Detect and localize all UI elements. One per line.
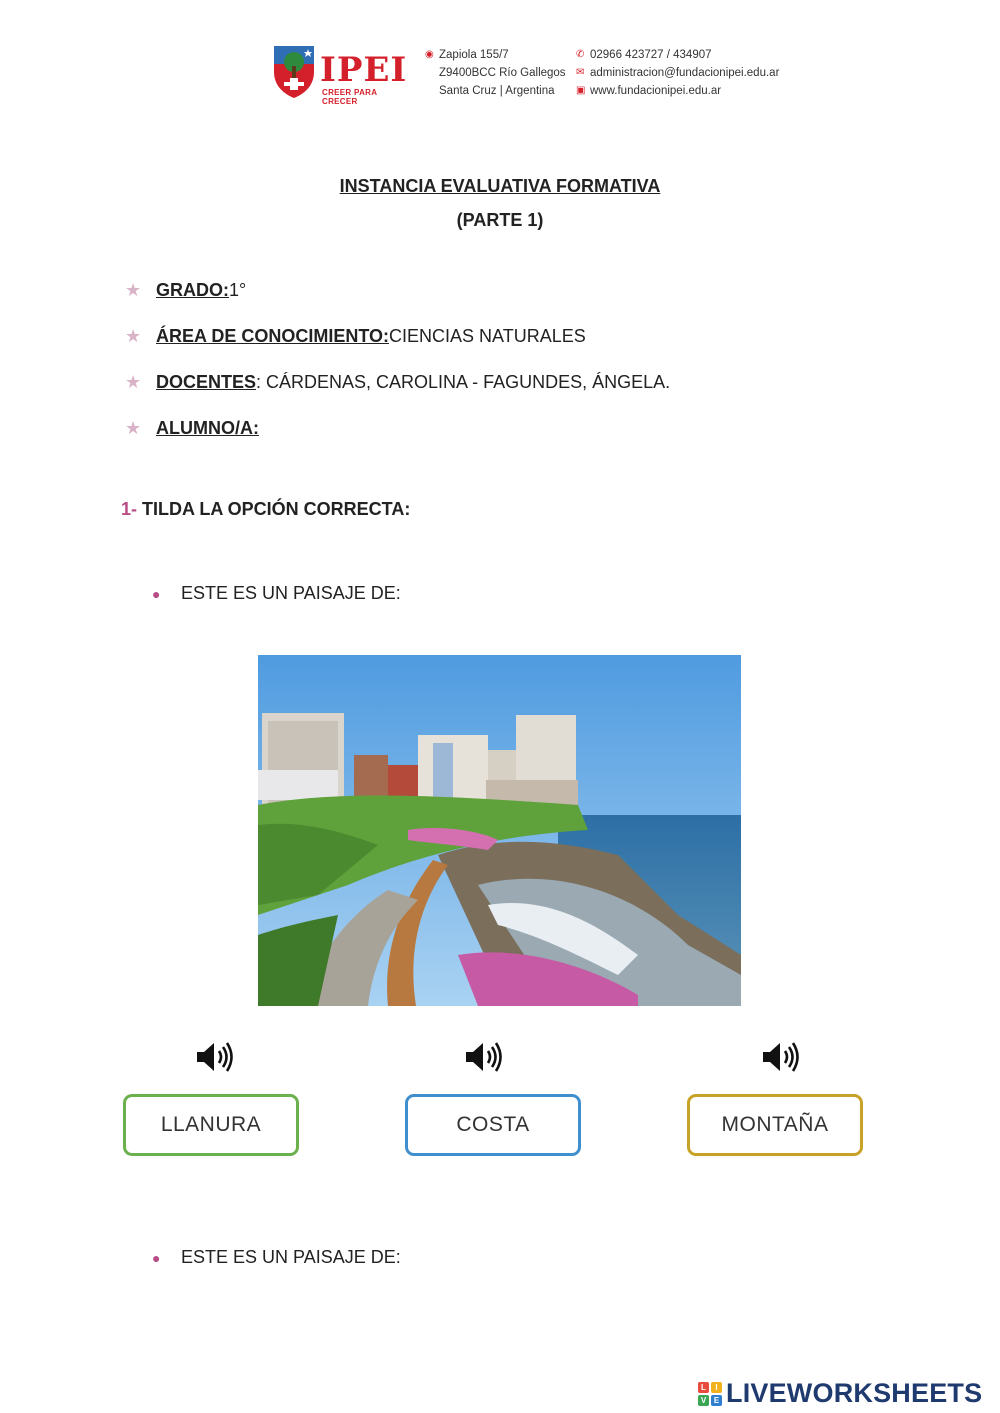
info-value: 1° <box>229 280 247 300</box>
email-address: administracion@fundacionipei.edu.ar <box>590 67 780 79</box>
star-icon: ★ <box>125 326 142 346</box>
page-subtitle: (PARTE 1) <box>456 210 544 230</box>
question-number: 1- <box>121 499 138 519</box>
option-llanura-button[interactable]: LLANURA <box>123 1094 299 1156</box>
info-label: ÁREA DE CONOCIMIENTO: <box>156 326 390 346</box>
bullet-text: ESTE ES UN PAISAJE DE: <box>181 583 401 603</box>
speaker-icon[interactable] <box>464 1040 504 1074</box>
info-value: CIENCIAS NATURALES <box>389 326 586 346</box>
bullet-item <box>152 1247 401 1268</box>
info-value: : CÁRDENAS, CAROLINA - FAGUNDES, ÁNGELA. <box>256 372 671 392</box>
bullet-item <box>152 583 401 604</box>
page-title: INSTANCIA EVALUATIVA FORMATIVA <box>339 176 661 196</box>
contact-block <box>576 46 779 100</box>
web-icon: ▣ <box>576 85 586 96</box>
bullet-dot-icon: ● <box>152 1249 161 1266</box>
info-alumno <box>125 418 259 439</box>
phone-number: 02966 423727 / 434907 <box>590 49 712 61</box>
liveworksheets-wordmark: LIVEWORKSHEETS <box>726 1378 983 1408</box>
question-text: TILDA LA OPCIÓN CORRECTA: <box>137 499 411 519</box>
phone-icon: ✆ <box>576 49 585 60</box>
coast-landscape-photo <box>258 655 741 1006</box>
option-montana-button[interactable]: MONTAÑA <box>687 1094 863 1156</box>
shield-logo-icon <box>270 42 318 100</box>
speaker-icon[interactable] <box>761 1040 801 1074</box>
liveworksheets-logo-icon <box>698 1382 722 1406</box>
logo-letter: I <box>711 1382 722 1393</box>
address-line-2: Z9400BCC Río Gallegos <box>439 67 566 79</box>
star-icon: ★ <box>125 418 142 438</box>
star-icon: ★ <box>125 280 142 300</box>
logo-wordmark: IPEI <box>320 50 408 90</box>
liveworksheets-brand[interactable] <box>698 1378 982 1409</box>
email-icon: ✉ <box>576 67 585 78</box>
website-url: www.fundacionipei.edu.ar <box>590 85 722 97</box>
bullet-text: ESTE ES UN PAISAJE DE: <box>181 1247 401 1267</box>
option-costa-button[interactable]: COSTA <box>405 1094 581 1156</box>
address-line-1: Zapiola 155/7 <box>439 49 509 61</box>
question-heading <box>121 499 410 520</box>
bullet-dot-icon: ● <box>152 585 161 602</box>
info-label: ALUMNO/A: <box>156 418 259 438</box>
speaker-icon[interactable] <box>195 1040 235 1074</box>
address-block <box>425 46 566 100</box>
logo-letter: E <box>711 1395 722 1406</box>
info-grado <box>125 280 246 301</box>
ipei-logo <box>270 42 410 104</box>
logo-tagline: CREER PARA CRECER <box>322 88 378 106</box>
info-label: GRADO: <box>156 280 229 300</box>
star-icon: ★ <box>125 372 142 392</box>
info-docentes <box>125 372 670 393</box>
location-pin-icon: ◉ <box>425 49 434 60</box>
logo-letter: L <box>698 1382 709 1393</box>
address-line-3: Santa Cruz | Argentina <box>439 85 555 97</box>
info-area <box>125 326 586 347</box>
logo-letter: V <box>698 1395 709 1406</box>
info-label: DOCENTES <box>156 372 257 392</box>
